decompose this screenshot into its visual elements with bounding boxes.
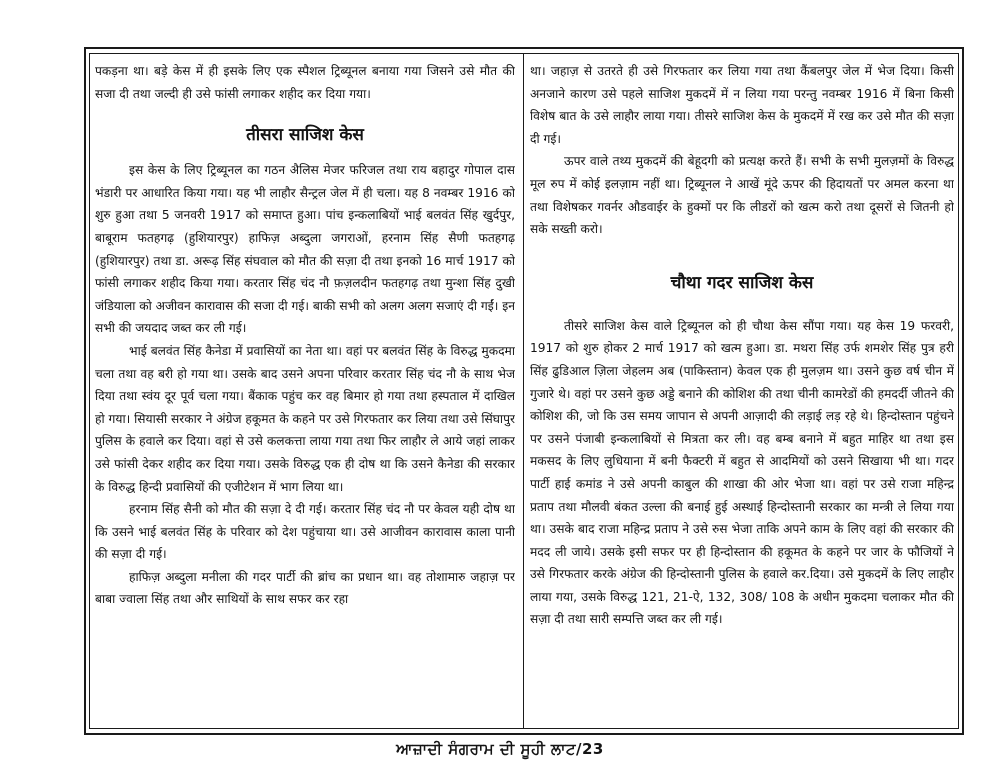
- left-paragraph-2: इस केस के लिए ट्रिब्यूनल का गठन अैलिस मेजर फरिजल तथा राय बहादुर गोपाल दास भंडारी पर आधारित किया गया। यह भी लाहौर सैन्ट्रल जेल में ही चला। यह 8 नवम्बर 1916 को शुरु हुआ तथा 5 जनवरी 1917 को समाप्त हुआ। पांच इन्कलाबियों भाई बलवंत सिंह खुर्दपुर, बाबूराम फतहगढ़ (हुशियारपुर) हाफिज़ अब्दुला जगराओं, हरनाम सिंह सैणी फतहगढ़ (हुशियारपुर) तथा डा. अरूढ़ सिंह संघवाल को मौत की सज़ा दी तथा इनको 16 मार्च 1917 को फांसी लगाकर शहीद किया गया। करतार सिंह चंद नौ फ़ज़लदीन फतहगढ़ तथा मुन्शा सिंह दुखी जंडियाला को अजीवन कारावास की सजा दी गई। बाकी सभी को अलग अलग सजाएं दी गईं। इन सभी की जयदाद जब्त कर ली गई।: [95, 163, 515, 336]
- left-paragraph-4: हरनाम सिंह सैनी को मौत की सज़ा दे दी गई। करतार सिंह चंद नौ पर केवल यही दोष था कि उसने भाई बलवंत सिंह के परिवार को देश पहुंचाया था। उसे आजीवन कारावास काला पानी की सज़ा दी गई।: [95, 502, 515, 562]
- right-paragraph-1: था। जहाज़ से उतरते ही उसे गिरफतार कर लिया गया तथा कैंबलपुर जेल में भेज दिया। किसी अनजाने कारण उसे पहले साजिश मुकदमें में न लिया गया परन्तु नवम्बर 1916 में बिना किसी विशेष बात के उसे लाहौर लाया गया। तीसरे साजिश केस के मुकदमें में रख कर उसे मौत की सज़ा दी गई।: [530, 64, 954, 146]
- page-footer: ਆਜ਼ਾਦੀ ਸੰਗਰਾਮ ਦੀ ਸੂਹੀ ਲਾਟ/23: [396, 740, 604, 758]
- left-column: [95, 60, 515, 724]
- heading-fourth-ghadar-case: चौथा गदर साजिश केस: [670, 272, 814, 293]
- left-paragraph-1: पकड़ना था। बड़े केस में ही इसके लिए एक स्पैशल ट्रिब्यूनल बनाया गया जिसने उसे मौत की सजा दी तथा जल्दी ही उसे फांसी लगाकर शहीद कर दिया गया।: [95, 64, 515, 101]
- right-column: [530, 60, 954, 724]
- left-paragraph-5: हाफिज़ अब्दुला मनीला की गदर पार्टी की ब्रांच का प्रधान था। वह तोशामारु जहाज़ पर बाबा ज्वाला सिंह तथा और साथियों के साथ सफर कर रहा: [95, 569, 515, 607]
- column-divider: [523, 53, 524, 729]
- right-paragraph-3: तीसरे साजिश केस वाले ट्रिब्यूनल को ही चौथा केस सौंपा गया। यह केस 19 फरवरी, 1917 को शुरु होकर 2 मार्च 1917 को खत्म हुआ। डा. मथरा सिंह उर्फ शमशेर सिंह पुत्र हरी सिंह ढुडिआल ज़िला जेहलम अब (पाकिस्तान) केवल एक ही मुलज़म था। उसने कुछ वर्ष चीन में गुजारे थे। वहां पर उसने कुछ अड्डे बनाने की कोशिश की तथा चीनी कामरेडों की हमदर्दी जीतने की कोशिश की, जो कि उस समय जापान से अपनी आज़ादी की लड़ाई लड़ रहे थे। हिन्दोस्तान पहुंचने पर उसने पंजाबी इन्कलाबियों से मित्रता कर ली। वह बम्ब बनाने में बहुत माहिर था तथा इस मकसद के लिए लुधियाना में बनी फैक्टरी में बहुत से आदमियों को उसने सिखाया भी था। गदर पार्टी हाई कमांड ने उसे अपनी काबुल की शाखा की ओर भेजा था। वहां पर उसे राजा महिन्द्र प्रताप तथा मौलवी बंकत उल्ला की बनाई हुई अस्थाई हिन्दोस्तानी सरकार का मन्त्री ले लिया गया था। उसके बाद राजा महिन्द्र प्रताप ने उसे रुस भेजा ताकि अपने काम के लिए वहां की सरकार की मदद ली जाये। उसके इसी सफर पर ही हिन्दोस्तान की हकूमत के कहने पर जार के फौजियों ने उसे गिरफतार करके अंग्रेज की हिन्दोस्तानी पुलिस के हवाले कर.दिया। उसे मुकदमें के लिए लाहौर लाया गया, उसके विरुद्ध 121, 21-ऐ, 132, 308/ 108 के अधीन मुकदमा चलाकर मौत की सज़ा दी तथा सारी सम्पत्ति जब्त कर ली गई।: [530, 318, 954, 627]
- left-paragraph-3: भाई बलवंत सिंह कैनेडा में प्रवासियों का नेता था। वहां पर बलवंत सिंह के विरुद्ध मुकदमा चला तथा वह बरी हो गया था। उसके बाद उसने अपना परिवार करतार सिंह चंद नौ के साथ भेज दिया तथा स्वंय दूर पूर्व चला गया। बैंकाक पहुंच कर वह बिमार हो गया तथा हस्पताल में दाखिल हो गया। सियासी सरकार ने अंग्रेज हकूमत के कहने पर उसे गिरफतार कर लिया तथा उसे सिंघापुर पुलिस के हवाले कर दिया। वहां से उसे कलकत्ता लाया गया तथा फिर लाहौर ले आये जहां लाकर उसे फांसी देकर शहीद कर दिया गया। उसके विरुद्ध एक ही दोष था कि उसने कैनेडा की सरकार के विरुद्ध हिन्दी प्रवासियों की एजीटेशन में भाग लिया था।: [95, 343, 515, 494]
- right-paragraph-2: ऊपर वाले तथ्य मुकदमें की बेहूदगी को प्रत्यक्ष करते हैं। सभी के सभी मुलज़मों के विरुद्ध मूल रुप में कोई इलज़ाम नहीं था। ट्रिब्यूनल ने आखें मूंदे ऊपर की हिदायतों पर अमल करना था तथा विशेषकर गवर्नर औडवाईर के हुक्मों पर कि लीडरों को खत्म करो तथा दूसरों से जितनी हो सके सख्ती करो।: [530, 154, 954, 237]
- heading-third-conspiracy-case: तीसरा साजिश केस: [246, 125, 364, 146]
